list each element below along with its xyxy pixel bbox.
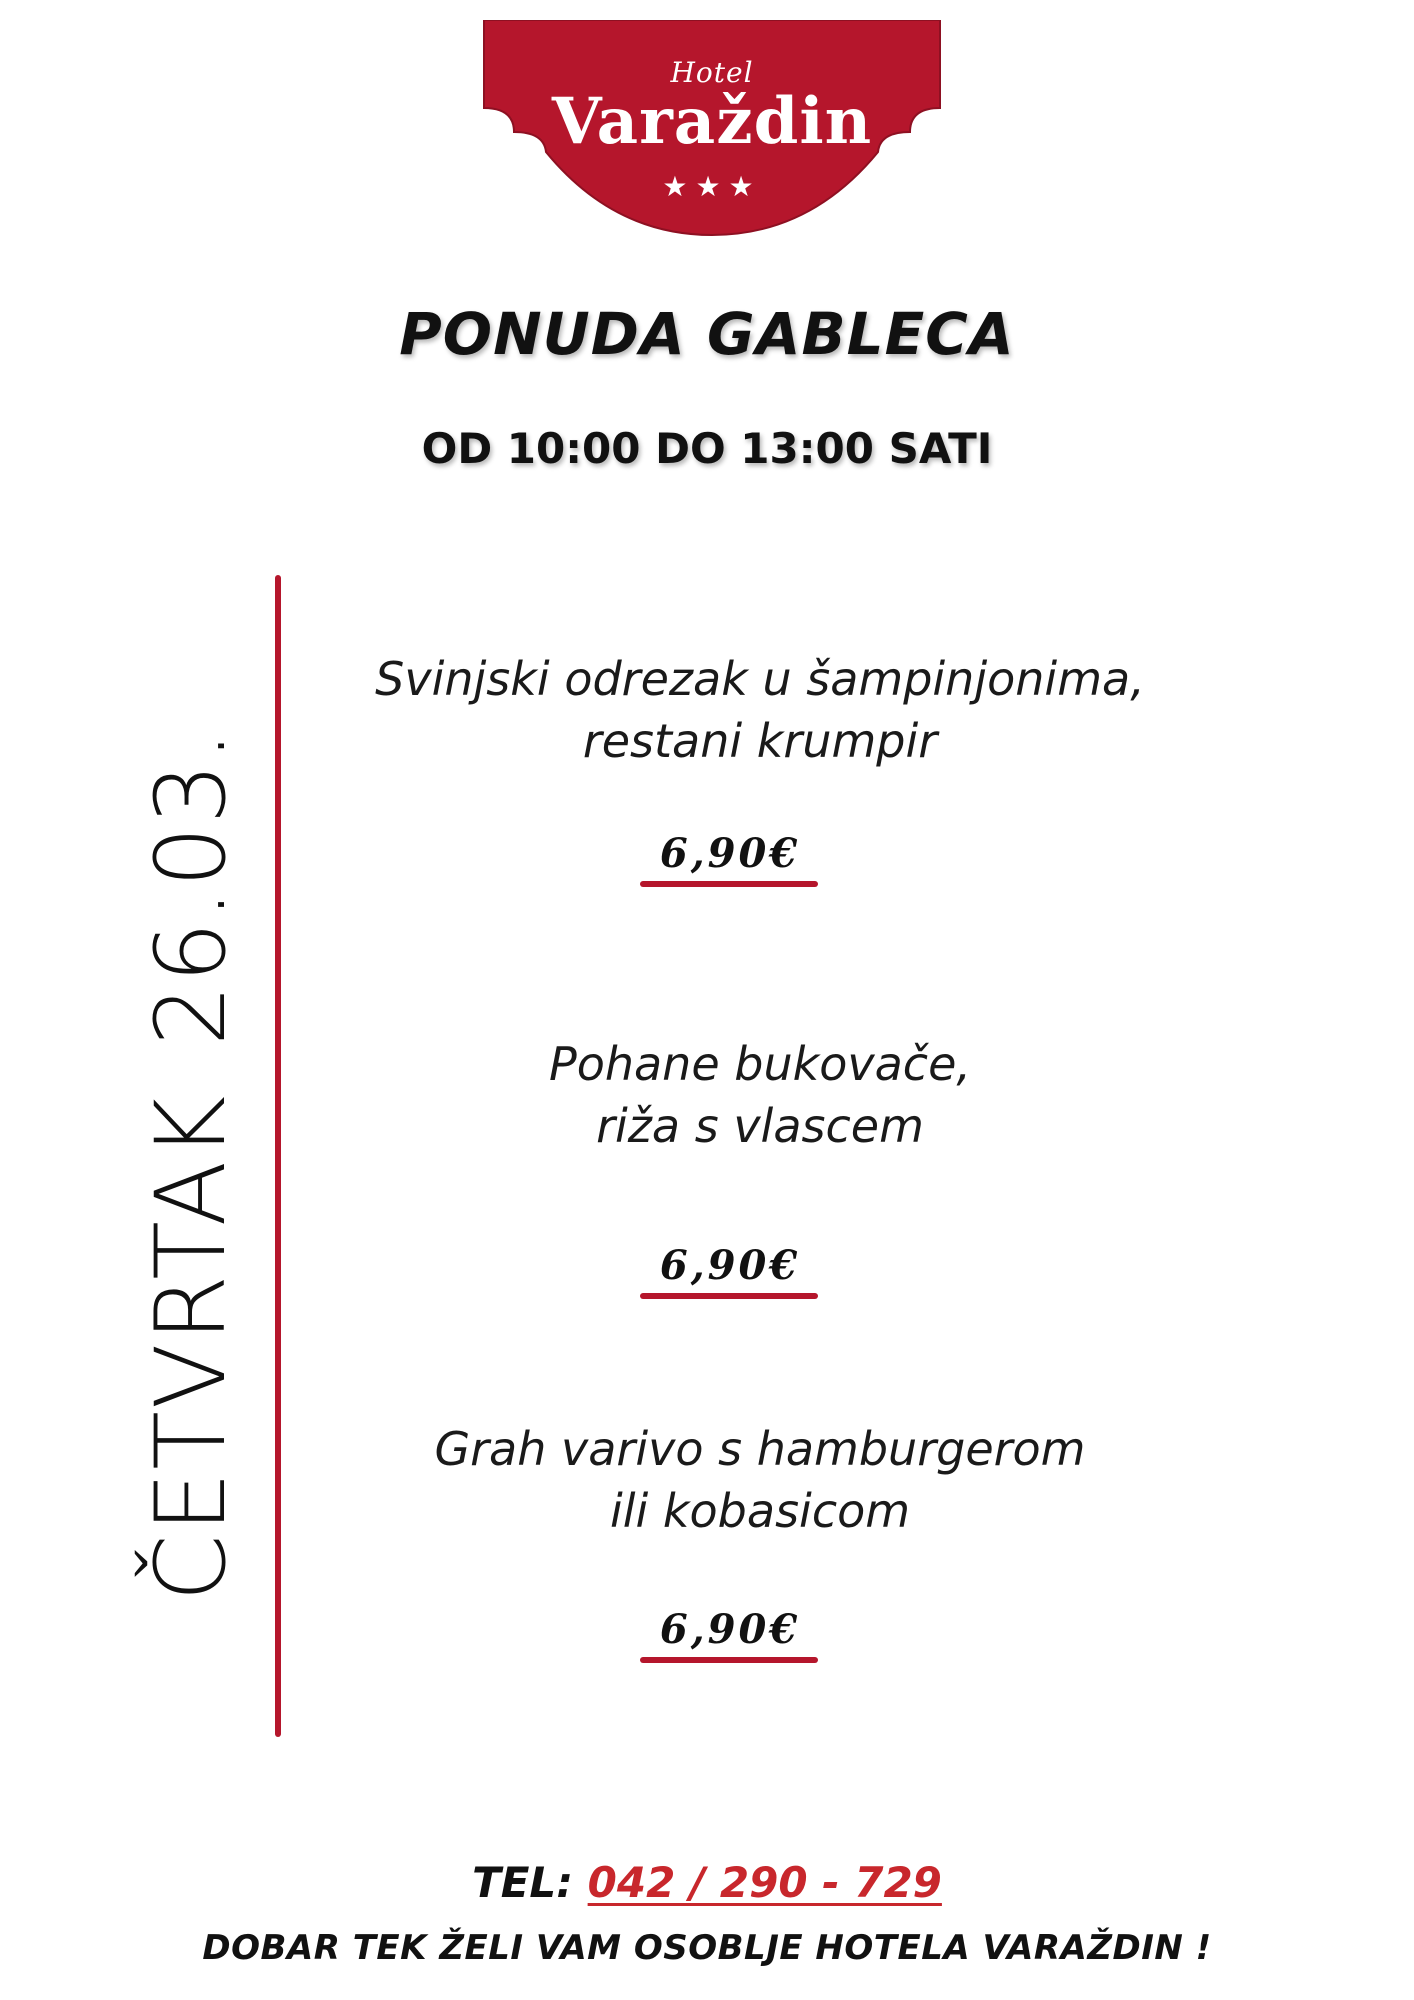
dish-line: riža s vlascem (596, 1099, 924, 1153)
logo-hotel-text: Hotel (670, 56, 754, 89)
price: 6,90€ (659, 1606, 801, 1653)
telephone-line (0, 1858, 1414, 1907)
tel-number-link[interactable]: 042 / 290 - 729 (587, 1858, 942, 1907)
price-tag (640, 1606, 820, 1663)
dish-line: ili kobasicom (609, 1484, 911, 1538)
dish-name (330, 648, 1190, 772)
price-tag (640, 1242, 820, 1299)
day-label-text (135, 729, 247, 1602)
menu-item (330, 648, 1190, 772)
page-title: PONUDA GABLECA (399, 300, 1015, 368)
price-underline (640, 1657, 818, 1663)
menu-item (330, 1418, 1190, 1542)
dish-line: restani krumpir (582, 714, 938, 768)
menu-item (330, 1033, 1190, 1157)
footer-message: DOBAR TEK ŽELI VAM OSOBLJE HOTELA VARAŽDIN ! (202, 1928, 1212, 1968)
dish-line: Pohane bukovače, (548, 1037, 972, 1091)
date: 26.03. (135, 728, 247, 1046)
tel-label: TEL: (472, 1858, 573, 1907)
logo-stars: ★★★ (662, 170, 762, 203)
dish-line: Grah varivo s hamburgerom (434, 1422, 1086, 1476)
price-underline (640, 881, 818, 887)
price: 6,90€ (659, 1242, 801, 1289)
weekday: ČETVRTAK (135, 1093, 247, 1602)
dish-name (330, 1033, 1190, 1157)
dish-name (330, 1418, 1190, 1542)
opening-hours: OD 10:00 DO 13:00 SATI (421, 424, 993, 473)
price-tag (640, 830, 820, 887)
logo-name-text: Varaždin (551, 84, 873, 159)
price: 6,90€ (659, 830, 801, 877)
vertical-divider (275, 575, 281, 1737)
dish-line: Svinjski odrezak u šampinjonima, (375, 652, 1145, 706)
hotel-logo (480, 20, 944, 240)
price-underline (640, 1293, 818, 1299)
